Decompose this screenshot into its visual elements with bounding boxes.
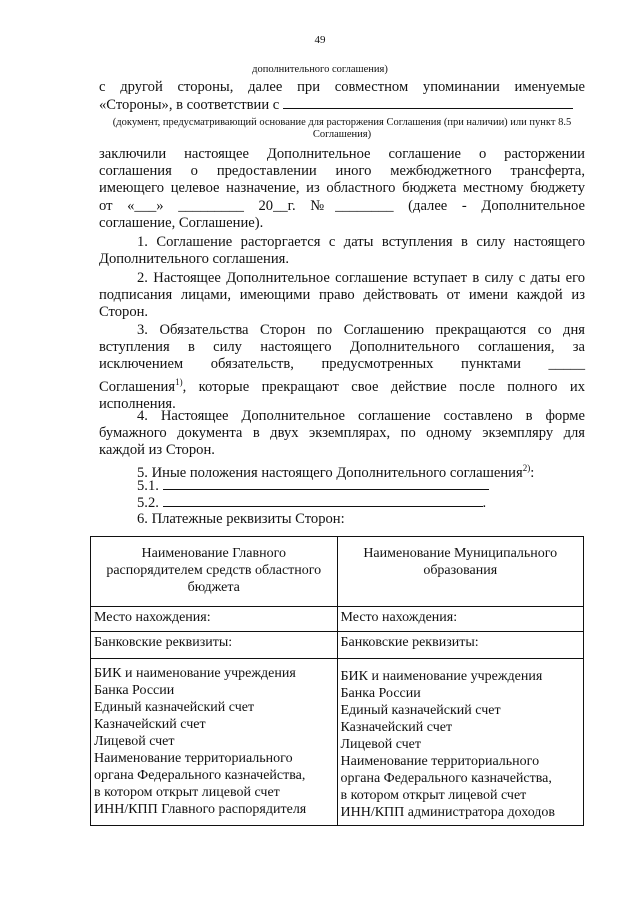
item-line: 1. Соглашение расторгается с даты вступления в силу настоящего (137, 234, 585, 250)
table-row (91, 659, 584, 826)
left-header-cell: Наименование Главного распорядителем средств областного бюджета (91, 537, 338, 607)
item-line: подписания лицами, имеющими право действовать от имени каждой из (99, 287, 585, 304)
para-line: соглашения о предоставлении иного межбюджетного трансферта, (99, 163, 585, 180)
bank-line: Единый казначейский счет (340, 703, 501, 718)
payment-details-table (90, 536, 584, 826)
para-line: соглашение, Соглашение). (99, 214, 264, 231)
footnote-ref: 1) (175, 376, 183, 387)
item-2 (99, 270, 585, 322)
bank-line: БИК и наименование учреждения (340, 669, 543, 684)
item-line: исполнения. (99, 395, 176, 412)
page-number: 49 (314, 34, 326, 46)
item-5-2: 5.2. . (137, 495, 487, 511)
right-bank-label-cell: Банковские реквизиты: (337, 632, 584, 659)
item-line: исключением обязательств, предусмотренных пунктами _____ (99, 356, 585, 373)
item-1 (99, 234, 585, 268)
bank-line: Лицевой счет (340, 737, 422, 752)
table-row (91, 607, 584, 632)
basis-blank (283, 96, 573, 109)
bank-line: в котором открыт лицевой счет (94, 785, 280, 800)
right-header-cell: Наименование Муниципального образования (337, 537, 584, 607)
bank-line: Наименование территориального (94, 751, 293, 766)
caption-basis-1: (документ, предусматривающий основание для расторжения Соглашения (при наличии) или пункт 8.5 (112, 117, 572, 128)
item-text: 5.1. (137, 478, 159, 494)
bank-line: Лицевой счет (94, 734, 175, 749)
item-text: , которые прекращают свое действие после полного их (182, 378, 585, 395)
item-line: 2. Настоящее Дополнительное соглашение вступает в силу с даты его (137, 270, 585, 286)
bank-line: БИК и наименование учреждения (94, 666, 296, 681)
item-line (99, 374, 585, 396)
item-text: Соглашения (99, 378, 176, 395)
bank-line: Казначейский счет (340, 720, 453, 735)
bank-line: Наименование территориального (340, 754, 540, 769)
item-3 (99, 322, 585, 413)
left-bank-details (91, 659, 338, 826)
item-line: бумажного документа в двух экземплярах, по одному экземпляру для (99, 425, 585, 442)
intro-line-2 (99, 96, 585, 114)
bank-line: в котором открыт лицевой счет (340, 788, 527, 803)
paragraph-concluded (99, 146, 585, 232)
caption-top: дополнительного соглашения) (252, 64, 388, 75)
table-row (91, 632, 584, 659)
right-location-cell: Место нахождения: (337, 607, 584, 632)
item-text: : (530, 464, 535, 481)
left-location-cell: Место нахождения: (91, 607, 338, 632)
item-line: вступления в силу настоящего Дополнительного соглашения, за (99, 339, 585, 356)
item-4 (99, 408, 585, 460)
bank-line: Казначейский счет (94, 717, 206, 732)
item-5-1-blank (163, 477, 489, 490)
item-line: Дополнительного соглашения. (99, 251, 290, 268)
para-line: имеющего целевое назначение, из областного бюджета местному бюджету (99, 180, 585, 197)
bank-line: ИНН/КПП Главного распорядителя (94, 802, 307, 817)
item-5-2-blank (163, 494, 483, 507)
item-line: Сторон. (99, 304, 149, 321)
item-text: 5.2. (137, 495, 159, 511)
para-line: заключили настоящее Дополнительное соглашение о расторжении (99, 146, 585, 162)
bank-line: ИНН/КПП администратора доходов (340, 805, 556, 820)
item-6: 6. Платежные реквизиты Сторон: (137, 511, 345, 527)
bank-line: органа Федерального казначейства, (340, 771, 552, 786)
bank-line: Банка России (340, 686, 421, 701)
bank-line: Банка России (94, 683, 175, 698)
intro-line-2-text: «Стороны», в соответствии с (99, 97, 280, 113)
caption-basis-2: Соглашения) (312, 129, 372, 140)
bank-line: органа Федерального казначейства, (94, 768, 306, 783)
intro-line-1: с другой стороны, далее при совместном упоминании именуемые (99, 79, 585, 95)
item-line: каждой из Сторон. (99, 442, 215, 459)
item-line: 3. Обязательства Сторон по Соглашению прекращаются со дня (137, 322, 585, 338)
item-5-1 (137, 477, 587, 495)
left-bank-label-cell: Банковские реквизиты: (91, 632, 338, 659)
right-bank-details (337, 659, 584, 826)
footnote-ref: 2) (522, 463, 531, 473)
item-line: 4. Настоящее Дополнительное соглашение составлено в форме (137, 408, 585, 424)
para-line: от «___» _________ 20__г. №________ (далее - Дополнительное (99, 197, 585, 214)
item-text: 5. Иные положения настоящего Дополнительного соглашения (137, 464, 523, 481)
bank-line: Единый казначейский счет (94, 700, 255, 715)
table-row (91, 537, 584, 607)
